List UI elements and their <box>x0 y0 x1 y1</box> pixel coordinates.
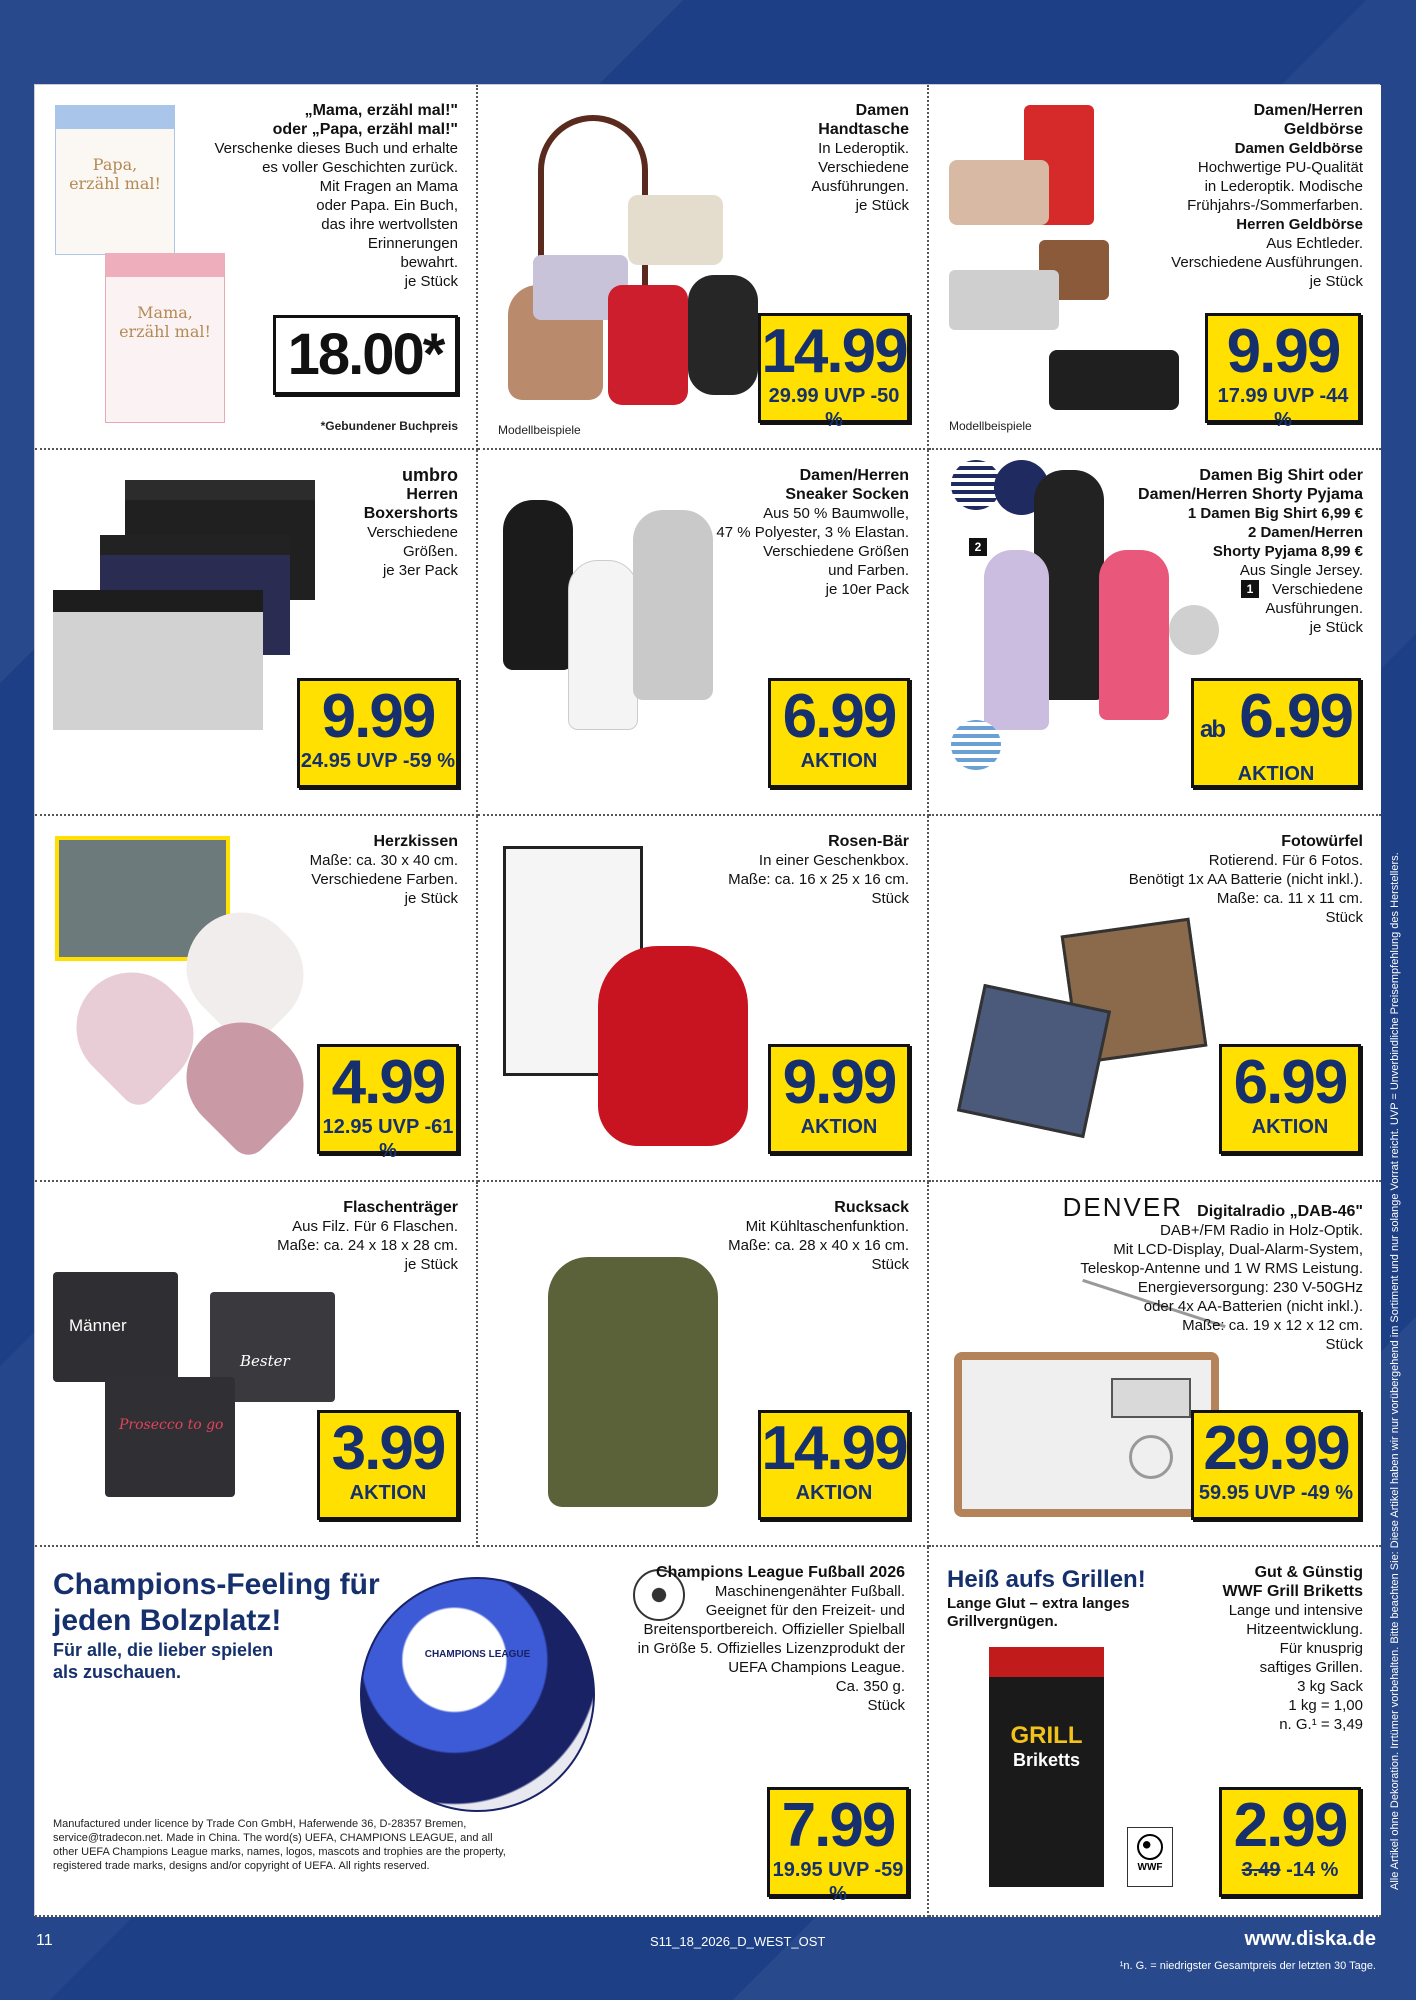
product-title: Rosen-Bär <box>828 833 909 850</box>
desc-line: 47 % Polyester, 3 % Elastan. <box>716 524 909 541</box>
desc-line: Benötigt 1x AA Batterie (nicht inkl.). <box>1128 871 1363 888</box>
wallet-black-image <box>1049 350 1179 410</box>
product-text-handtasche <box>811 101 909 215</box>
handbag-black-image <box>688 275 758 395</box>
page-number: 11 <box>36 1932 53 1949</box>
product-cell-handtasche[interactable] <box>478 85 929 450</box>
price-uvp: 19.95 UVP -59 % <box>772 1859 904 1905</box>
price-value: 9.99 <box>321 682 435 751</box>
price-tag-handtasche <box>758 313 910 431</box>
desc-line: je Stück <box>404 1256 458 1273</box>
desc-line: Energieversorgung: 230 V-50GHz <box>1137 1279 1363 1296</box>
price-tag-fussball <box>767 1787 909 1905</box>
price-value: 6.99 <box>1233 1048 1347 1117</box>
product-title: Gut & Günstig <box>1254 1564 1363 1581</box>
product-title: Sneaker Socken <box>785 486 909 503</box>
book-papa-title: Papa, erzähl mal! <box>69 155 161 193</box>
product-cell-geldboerse[interactable] <box>929 85 1381 450</box>
book-papa-image <box>55 105 175 255</box>
desc-line: oder 4x AA-Batterien (nicht inkl.). <box>1143 1298 1363 1315</box>
price-tag-fotowuerfel <box>1219 1044 1361 1154</box>
desc-line: saftiges Grillen. <box>1259 1659 1363 1676</box>
print-code: S11_18_2026_D_WEST_OST <box>650 1934 826 1949</box>
footnote: ¹n. G. = niedrigster Gesamtpreis der letzten 30 Tage. <box>1119 1960 1376 1972</box>
legal-line: Manufactured under licence by Trade Con GmbH, Haferwende 36, D-28357 Bremen, <box>53 1818 467 1830</box>
desc-line: 1 kg = 1,00 <box>1288 1697 1363 1714</box>
flyer-page <box>34 84 1380 1916</box>
product-text-rosenbaer <box>728 832 909 908</box>
handbag-beige-image <box>628 195 723 265</box>
image-caption: Modellbeispiele <box>949 419 1032 433</box>
legal-text <box>53 1817 506 1873</box>
price-prefix: ab <box>1200 716 1225 743</box>
price-uvp-strike: 3.49 <box>1241 1859 1281 1881</box>
product-title: Damen/Herren Shorty Pyjama <box>1138 486 1363 503</box>
product-cell-pyjama[interactable] <box>929 450 1381 816</box>
product-text-flaschentraeger <box>277 1198 458 1274</box>
price-tag-grill <box>1219 1787 1361 1897</box>
desc-line: Verschiedene <box>818 159 909 176</box>
fabric-swatch-3-image <box>951 720 1001 770</box>
desc-line: UEFA Champions League. <box>728 1659 905 1676</box>
product-cell-rosenbaer[interactable] <box>478 816 929 1182</box>
desc-line: bewahrt. <box>400 254 458 271</box>
backpack-image <box>548 1257 718 1507</box>
desc-line: Verschiedene <box>1272 581 1363 598</box>
desc-line: Maße: ca. 11 x 11 cm. <box>1216 890 1363 907</box>
price-value: 14.99 <box>761 317 907 386</box>
price-value: 14.99 <box>761 1414 907 1483</box>
headline-line: jeden Bolzplatz! <box>53 1604 282 1637</box>
product-title: Damen/Herren <box>1253 102 1363 119</box>
product-title: Damen <box>855 102 909 119</box>
price-tag-rucksack <box>758 1410 910 1520</box>
price-tag-flaschentraeger <box>317 1410 459 1520</box>
product-text-grill <box>1223 1563 1363 1734</box>
grill-headline <box>947 1565 1146 1631</box>
desc-line: Stück <box>867 1697 905 1714</box>
product-text-fussball <box>638 1563 905 1715</box>
desc-line: Maschinengenähter Fußball. <box>714 1583 905 1600</box>
price-value: 9.99 <box>1226 317 1340 386</box>
price-uvp: 12.95 UVP -61 % <box>322 1116 454 1162</box>
product-title: Champions League Fußball 2026 <box>656 1564 905 1581</box>
headline-line: Heiß aufs Grillen! <box>947 1566 1146 1593</box>
bag-print: Prosecco to go <box>119 1417 224 1433</box>
product-text-geldboerse <box>1171 101 1363 291</box>
handbag-red-image <box>608 285 688 405</box>
desc-line: Maße: ca. 19 x 12 x 12 cm. <box>1182 1317 1363 1334</box>
price-label: AKTION <box>800 750 878 772</box>
product-cell-buch[interactable] <box>35 85 478 450</box>
product-text-socken <box>716 466 909 599</box>
price-uvp: 59.95 UVP -49 % <box>1198 1482 1354 1504</box>
desc-line: DAB+/FM Radio in Holz-Optik. <box>1160 1222 1363 1239</box>
desc-line: das ihre wertvollsten <box>321 216 458 233</box>
desc-line: Breitensportbereich. Offizieller Spielball <box>643 1621 905 1638</box>
price-note: *Gebundener Buchpreis <box>320 419 458 433</box>
desc-line: Verschiedene Ausführungen. <box>1171 254 1363 271</box>
desc-line: Geeignet für den Freizeit- und <box>705 1602 905 1619</box>
desc-line: Aus Echtleder. <box>1266 235 1363 252</box>
item-marker-1: 1 <box>1241 580 1259 598</box>
price-tag-rosenbaer <box>768 1044 910 1154</box>
desc-line: Stück <box>1325 909 1363 926</box>
price-value: 4.99 <box>331 1048 445 1117</box>
desc-line: Verschiedene Größen <box>763 543 909 560</box>
desc-line: Teleskop-Antenne und 1 W RMS Leistung. <box>1080 1260 1363 1277</box>
legal-line: registered trade marks, designs and/or copyright of UEFA. All rights reserved. <box>53 1860 430 1872</box>
product-title: Rucksack <box>834 1199 909 1216</box>
desc-line: Frühjahrs-/Sommerfarben. <box>1187 197 1363 214</box>
price-tag-boxershorts <box>297 678 459 788</box>
product-text-fotowuerfel <box>1129 832 1363 927</box>
legal-line: other UEFA Champions League marks, names, logos, mascots and trophies are the property, <box>53 1846 506 1858</box>
product-title: Handtasche <box>818 121 909 138</box>
product-cell-rucksack[interactable] <box>478 1182 929 1547</box>
product-text-buch <box>215 101 459 291</box>
subline: als zuschauen. <box>53 1662 182 1682</box>
desc-line: Aus 50 % Baumwolle, <box>763 505 909 522</box>
product-title: Digitalradio „DAB-46" <box>1197 1203 1363 1220</box>
product-title: Herren <box>406 486 458 503</box>
woman-pyjama-image <box>984 550 1049 730</box>
radio-image <box>954 1352 1219 1517</box>
wwf-panda-icon <box>1127 1827 1173 1887</box>
side-disclaimer: Alle Artikel ohne Dekoration. Irrtümer vorbehalten. Bitte beachten Sie: Diese Artikel haben wir nur vorübergehend im Sortiment und nur solange Vorrat reicht. UVP = Unverbindliche Preisempfehlung des Herstellers. <box>1389 852 1401 1890</box>
product-title: Boxershorts <box>363 505 458 522</box>
product-cell-grill[interactable] <box>929 1547 1381 1917</box>
price-label: AKTION <box>795 1482 873 1504</box>
desc-line: Maße: ca. 24 x 18 x 28 cm. <box>277 1237 458 1254</box>
price-value: 18.00* <box>287 322 444 387</box>
product-cell-socken[interactable] <box>478 450 929 816</box>
desc-line: Maße: ca. 28 x 40 x 16 cm. <box>728 1237 909 1254</box>
headline-line: Champions-Feeling für <box>53 1568 380 1601</box>
desc-line: Ca. 350 g. <box>835 1678 905 1695</box>
socks-black-image <box>503 500 573 670</box>
subline: Für alle, die lieber spielen <box>53 1640 274 1660</box>
brand-logo: umbro <box>402 465 458 485</box>
price-tag-pyjama <box>1191 678 1361 788</box>
desc-line: In Lederoptik. <box>818 140 909 157</box>
price-tag-radio <box>1191 1410 1361 1520</box>
football-image <box>360 1577 595 1812</box>
desc-line: Größen. <box>402 543 458 560</box>
desc-line: Erinnerungen <box>367 235 458 252</box>
desc-line: Verschiedene Farben. <box>311 871 458 888</box>
desc-line: Hochwertige PU-Qualität <box>1197 159 1363 176</box>
radio-heading <box>1062 1192 1363 1222</box>
desc-line: Ausführungen. <box>811 178 909 195</box>
briketts-bag-image <box>989 1647 1104 1887</box>
desc-line: Verschiedene <box>367 524 458 541</box>
subline: Grillvergnügen. <box>947 1613 1058 1630</box>
image-caption: Modellbeispiele <box>498 423 581 437</box>
panda-shape <box>1137 1834 1163 1860</box>
desc-line: je Stück <box>404 890 458 907</box>
bag-print: Briketts <box>1012 1750 1081 1770</box>
desc-line: je Stück <box>855 197 909 214</box>
desc-line: Aus Single Jersey. <box>1239 562 1363 579</box>
price-value-row <box>1194 682 1358 762</box>
brand-logo: DENVER <box>1062 1192 1183 1222</box>
product-title: WWF Grill Briketts <box>1222 1583 1363 1600</box>
bottle-bag-3-image <box>105 1377 235 1497</box>
radio-display <box>1111 1378 1191 1418</box>
product-text-pyjama <box>1138 466 1363 637</box>
legal-line: service@tradecon.net. Made in China. The word(s) UEFA, CHAMPIONS LEAGUE, and all <box>53 1832 493 1844</box>
desc-line: je Stück <box>404 273 458 290</box>
product-title: Geldbörse <box>1283 121 1363 138</box>
product-title: oder „Papa, erzähl mal!" <box>272 121 458 138</box>
product-cell-boxershorts[interactable] <box>35 450 478 816</box>
book-mama-image <box>105 253 225 423</box>
product-title: Damen/Herren <box>799 467 909 484</box>
product-cell-fussball[interactable] <box>35 1547 929 1917</box>
product-cell-radio[interactable] <box>929 1182 1381 1547</box>
item-marker-2: 2 <box>969 538 987 556</box>
desc-line: Rotierend. Für 6 Fotos. <box>1208 852 1363 869</box>
price-uvp: 29.99 UVP -50 % <box>768 385 900 431</box>
wwf-label: WWF <box>1137 1862 1163 1873</box>
desc-line: je 10er Pack <box>825 581 909 598</box>
desc-line: 3 kg Sack <box>1297 1678 1363 1695</box>
desc-line: In einer Geschenkbox. <box>758 852 909 869</box>
desc-line: n. G.¹ = 3,49 <box>1279 1716 1363 1733</box>
desc-line: Für knusprig <box>1279 1640 1363 1657</box>
product-text-herzkissen <box>310 832 458 908</box>
product-grid <box>35 85 1381 1917</box>
price-uvp: 17.99 UVP -44 % <box>1217 385 1349 431</box>
desc-line: in Größe 5. Offizielles Lizenzprodukt der <box>637 1640 905 1657</box>
socks-white-image <box>568 560 638 730</box>
price-tag-geldboerse <box>1205 313 1361 431</box>
product-subtitle: Damen Geldbörse <box>1234 140 1363 157</box>
bag-print: Bester <box>240 1352 290 1370</box>
desc-line: Hitzeentwicklung. <box>1246 1621 1363 1638</box>
desc-line: Lange und intensive <box>1228 1602 1363 1619</box>
price-label: AKTION <box>1237 763 1315 785</box>
price-uvp <box>1222 1858 1358 1882</box>
price-value: 2.99 <box>1233 1791 1347 1860</box>
desc-line: Verschenke dieses Buch und erhalte <box>214 140 458 157</box>
price-discount: -14 % <box>1286 1859 1339 1881</box>
price-value: 7.99 <box>781 1791 895 1860</box>
ball-print: CHAMPIONS LEAGUE <box>424 1649 531 1660</box>
product-title: Herzkissen <box>373 833 458 850</box>
price-value: 9.99 <box>782 1048 896 1117</box>
product-title: Flaschenträger <box>343 1199 458 1216</box>
desc-line: Maße: ca. 30 x 40 cm. <box>309 852 458 869</box>
rose-bear-image <box>598 946 748 1146</box>
photo-cube-2-image <box>957 984 1111 1138</box>
desc-line: Ausführungen. <box>1265 600 1363 617</box>
book-mama-title: Mama, erzähl mal! <box>119 303 211 341</box>
product-text-radio <box>1062 1192 1363 1354</box>
desc-line: in Lederoptik. Modische <box>1204 178 1363 195</box>
desc-line: Aus Filz. Für 6 Flaschen. <box>292 1218 458 1235</box>
desc-line: Mit Kühltaschenfunktion. <box>745 1218 909 1235</box>
product-cell-herzkissen[interactable] <box>35 816 478 1182</box>
product-title: Damen Big Shirt oder <box>1199 467 1363 484</box>
desc-line: Mit Fragen an Mama <box>319 178 458 195</box>
product-text-boxershorts <box>364 466 458 580</box>
wallet-grey-image <box>949 270 1059 330</box>
bottle-bag-1-image <box>53 1272 178 1382</box>
product-cell-flaschentraeger[interactable] <box>35 1182 478 1547</box>
desc-line: je Stück <box>1309 273 1363 290</box>
product-cell-fotowuerfel[interactable] <box>929 816 1381 1182</box>
item-line: Shorty Pyjama 8,99 € <box>1212 543 1363 560</box>
price-value: 6.99 <box>782 682 896 751</box>
subline: Lange Glut – extra langes <box>947 1595 1130 1612</box>
price-value: 6.99 <box>1239 682 1352 751</box>
desc-line: Mit LCD-Display, Dual-Alarm-System, <box>1113 1241 1363 1258</box>
desc-line: je Stück <box>1309 619 1363 636</box>
bag-print: Männer <box>69 1316 127 1335</box>
price-tag-herzkissen <box>317 1044 459 1162</box>
desc-line: Maße: ca. 16 x 25 x 16 cm. <box>728 871 909 888</box>
price-label: AKTION <box>349 1482 427 1504</box>
item-line: 2 Damen/Herren <box>1247 524 1363 541</box>
price-label: AKTION <box>1251 1116 1329 1138</box>
desc-line: Stück <box>871 890 909 907</box>
desc-line: und Farben. <box>828 562 909 579</box>
product-subtitle: Herren Geldbörse <box>1236 216 1363 233</box>
price-value: 29.99 <box>1203 1414 1349 1483</box>
promo-headline <box>53 1567 380 1683</box>
product-title: Fotowürfel <box>1281 833 1363 850</box>
desc-line: je 3er Pack <box>382 562 458 579</box>
wallet-beige-image <box>949 160 1049 225</box>
desc-line: es voller Geschichten zurück. <box>262 159 458 176</box>
bag-print: GRILL <box>1010 1722 1083 1749</box>
product-title: „Mama, erzähl mal!" <box>304 102 458 119</box>
boxershorts-grey-image <box>53 590 263 730</box>
price-value: 3.99 <box>331 1414 445 1483</box>
website-link[interactable]: www.diska.de <box>1244 1928 1376 1950</box>
price-tag-buch <box>273 315 458 395</box>
desc-line: oder Papa. Ein Buch, <box>316 197 458 214</box>
desc-line: Stück <box>1325 1336 1363 1353</box>
desc-line: Stück <box>871 1256 909 1273</box>
price-tag-socken <box>768 678 910 788</box>
socks-grey-image <box>633 510 713 700</box>
price-uvp: 24.95 UVP -59 % <box>300 750 456 772</box>
item-line: 1 Damen Big Shirt 6,99 € <box>1187 505 1363 522</box>
product-text-rucksack <box>728 1198 909 1274</box>
radio-knob <box>1129 1435 1173 1479</box>
price-label: AKTION <box>800 1116 878 1138</box>
